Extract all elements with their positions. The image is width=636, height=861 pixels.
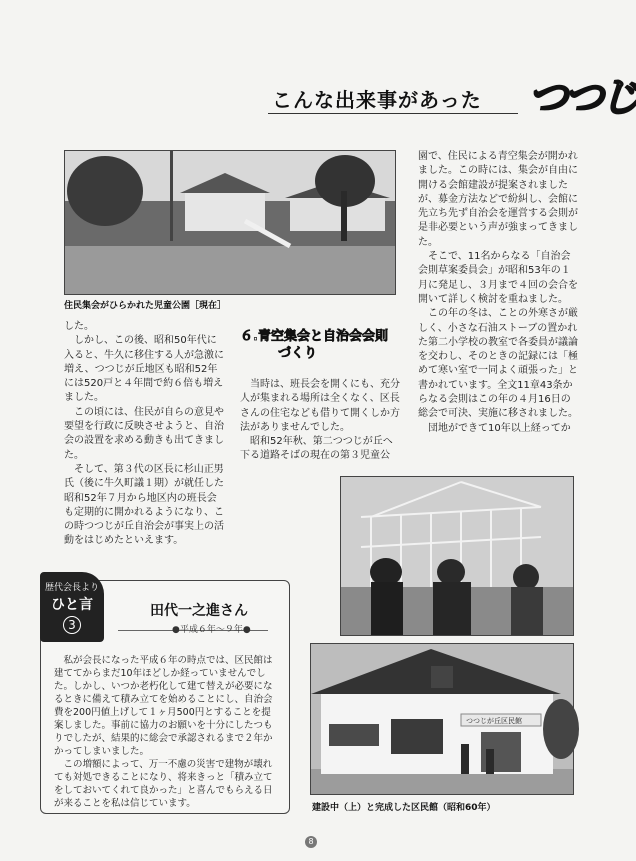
badge-line1: 歴代会長より <box>44 583 99 593</box>
paragraph: この頃には、住民が自らの意見や要望を行政に反映させようと、自治会の設置を求める動きも出てきました。 <box>64 406 224 461</box>
paragraph: 昭和52年秋、第二つつじが丘へ下る道路そばの現在の第３児童公 <box>240 436 393 462</box>
paragraph: そして、第３代の区長に杉山正男氏（後に牛久町議１期）が就任した昭和52年７月から地区内の班長会も定期的に開かれるようになり、この時つつじが丘自治会が事実上の活動をはじめたといえます。 <box>64 463 224 547</box>
middle-column-text <box>240 378 402 464</box>
title-underline <box>268 113 518 114</box>
park-photo <box>64 150 396 295</box>
paragraph: この年の冬は、ことの外寒さが厳しく、小さな石油ストーブの置かれた第二小学校の教室で各委員が議論を交わし、そのときの記録には「極めて寒い室で一同よく頑張った」と書かれています。全文11章43条からなる会則はこの年の４月16日の総会で可決、実施に移されました。 <box>418 308 578 420</box>
comment-badge <box>40 572 104 642</box>
badge-line2: ひと言 <box>51 597 93 613</box>
chairman-comment <box>54 654 280 810</box>
completed-hall-photo <box>310 643 574 795</box>
paragraph: 団地ができて10年以上経ってか <box>428 422 571 434</box>
hall-scene-image <box>311 644 573 794</box>
paragraph: 園で、住民による青空集会が開かれました。この時には、集会が自由に開ける会館建設が提案されましたが、募金方法などで紛糾し、会館に先立ち先ず自治会を運営する会則が是非必要という声が強まってきました。 <box>418 151 578 248</box>
right-column-text <box>418 150 580 436</box>
section-heading-line1: ６.青空集会と自治会会則 <box>240 329 388 344</box>
construction-photo <box>340 476 574 636</box>
paragraph: しかし、この後、昭和50年代に入ると、牛久に移住する人が急激に増え、つつじが丘地区も昭和52年には520戸と４年間で約６倍も増えました。 <box>64 335 224 404</box>
construction-scene-image <box>341 477 573 635</box>
paragraph: この増額によって、万一不慮の災害で建物が壊れても対処できることになり、将来きっと「積み立てをしておいてくれて良かった」と喜んでもらえる日が来ることを私は信じています。 <box>54 759 273 809</box>
page-number: 8 <box>305 836 317 848</box>
page-title: こんな出来事があった <box>272 88 482 112</box>
bottom-photo-caption: 建設中（上）と完成した区民館（昭和60年） <box>312 803 496 813</box>
left-column-text <box>64 320 226 549</box>
paragraph: 私が会長になった平成６年の時点では、区民館は建ててからまだ10年ほどしか経っていませんでした。しかし、いつか老朽化して建て替えが必要になるときに備えて積み立てを始めることにし、自治会費を200円値上げして１ヶ月500円とすることを提案しました。事前に協力のお願いを十分にしたつもりでしたが、結果的に総会で承認されるまで２年かかってしまいました。 <box>54 655 273 757</box>
paragraph: 当時は、班長会を開くにも、充分人が集まれる場所は全くなく、区長さんの住宅なども借りて開くしか方法がありませんでした。 <box>240 379 400 433</box>
park-scene-image <box>65 151 395 294</box>
section-heading-line2: づくり <box>278 346 318 361</box>
building-sign-text: つつじが丘区民館 <box>466 717 522 725</box>
section-heading <box>240 328 420 362</box>
paragraph: した。 <box>64 321 94 332</box>
section-logo: つつじ <box>528 75 636 121</box>
park-photo-caption: 住民集会がひらかれた児童公園［現在］ <box>64 301 227 311</box>
chairman-term: ●平成６年～９年● <box>172 625 251 635</box>
chairman-name: 田代一之進さん <box>150 603 248 619</box>
paragraph: そこで、11名からなる「自治会会則草案委員会」が昭和53年の１月に発足し、３月まで４回の会合を開いて詳しく検討を重ねました。 <box>418 251 578 305</box>
badge-number: 3 <box>63 616 81 634</box>
